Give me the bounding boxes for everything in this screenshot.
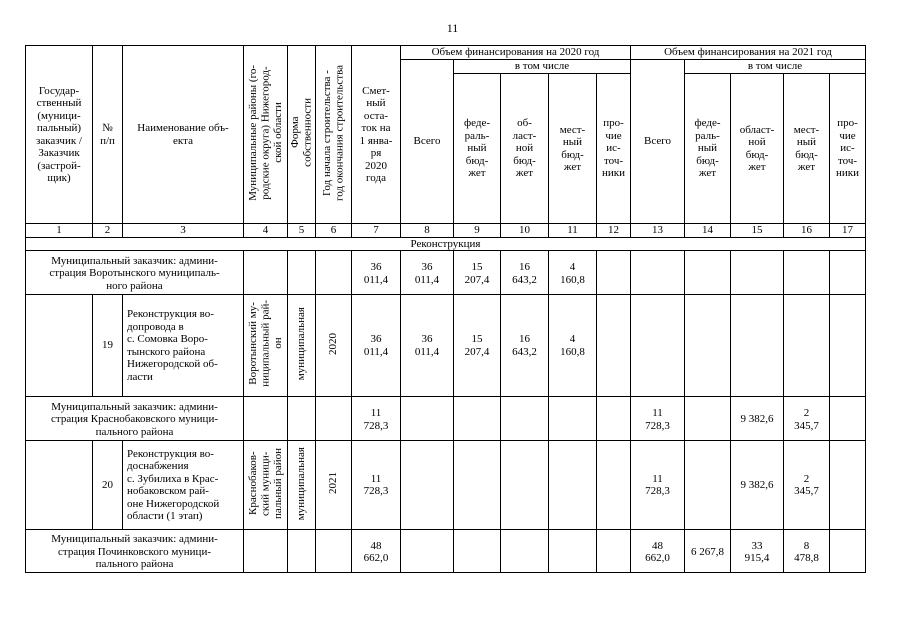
- table-row: [26, 397, 866, 441]
- ownership-cell: муниципальная: [288, 295, 316, 397]
- header-district: Муниципальные районы (го- родские округа) Нижегород- ской области: [244, 46, 288, 224]
- col-number: 8: [401, 224, 454, 238]
- federal-2020-cell: 15 207,4: [454, 295, 501, 397]
- col-number: 11: [549, 224, 597, 238]
- header-num: № п/п: [93, 46, 123, 224]
- object-name: Реконструкция во- допровода в с. Сомовка Воро- тынского района Нижегородской об- ласти: [123, 295, 244, 397]
- header-other-2020: про- чие ис- точ- ники: [597, 74, 631, 224]
- col-number: 2: [93, 224, 123, 238]
- col-number: 17: [830, 224, 866, 238]
- header-federal-2021: феде- раль- ный бюд- жет: [685, 74, 731, 224]
- header-customer: Государ- ственный (муници- пальный) заказчик / Заказчик (застрой- щик): [26, 46, 93, 224]
- total-2020-cell: 36 011,4: [401, 295, 454, 397]
- table-row: [26, 441, 866, 530]
- object-number: 19: [93, 295, 123, 397]
- col-number: 15: [731, 224, 784, 238]
- header-regional-2021: област- ной бюд- жет: [731, 74, 784, 224]
- header-balance: Смет- ный оста- ток на 1 янва- ря 2020 года: [352, 46, 401, 224]
- regional-2021-cell: 9 382,6: [731, 397, 784, 441]
- page-number: 11: [446, 21, 459, 35]
- col-number: 3: [123, 224, 244, 238]
- balance-cell: 36 011,4: [352, 295, 401, 397]
- header-federal-2020: феде- раль- ный бюд- жет: [454, 74, 501, 224]
- col-number: 4: [244, 224, 288, 238]
- header-other-2021: про- чие ис- точ- ники: [830, 74, 866, 224]
- federal-2021-cell: 6 267,8: [685, 530, 731, 573]
- regional-2021-cell: 33 915,4: [731, 530, 784, 573]
- header-local-2020: мест- ный бюд- жет: [549, 74, 597, 224]
- total-2020-cell: 36 011,4: [401, 251, 454, 295]
- col-number: 10: [501, 224, 549, 238]
- header-total-2021: Всего: [631, 60, 685, 224]
- regional-2020-cell: 16 643,2: [501, 251, 549, 295]
- table-row: [26, 530, 866, 573]
- local-2021-cell: 8 478,8: [784, 530, 830, 573]
- balance-cell: 11 728,3: [352, 397, 401, 441]
- header-total-2020: Всего: [401, 60, 454, 224]
- local-2021-cell: 2 345,7: [784, 397, 830, 441]
- balance-cell: 11 728,3: [352, 441, 401, 530]
- local-2020-cell: 4 160,8: [549, 251, 597, 295]
- regional-2020-cell: 16 643,2: [501, 295, 549, 397]
- customer-cell: Муниципальный заказчик: админи- страция Краснобаковского муници- пального района: [26, 397, 244, 441]
- balance-cell: 48 662,0: [352, 530, 401, 573]
- header-ownership: Форма собственности: [288, 46, 316, 224]
- col-number: 16: [784, 224, 830, 238]
- col-number: 13: [631, 224, 685, 238]
- total-2021-cell: 48 662,0: [631, 530, 685, 573]
- customer-cell: Муниципальный заказчик: админи- страция Починковского муници- пального района: [26, 530, 244, 573]
- col-number: 9: [454, 224, 501, 238]
- financing-table: [25, 45, 866, 573]
- header-local-2021: мест- ный бюд- жет: [784, 74, 830, 224]
- column-number-row: [26, 224, 866, 238]
- ownership-cell: муниципальная: [288, 441, 316, 530]
- object-name: Реконструкция во- доснабжения с. Зубилиха в Крас- нобаковском рай- оне Нижегородской области (1 этап): [123, 441, 244, 530]
- local-2021-cell: 2 345,7: [784, 441, 830, 530]
- col-number: 6: [316, 224, 352, 238]
- years-cell: 2020: [316, 295, 352, 397]
- col-number: 5: [288, 224, 316, 238]
- header-incl-2021: в том числе: [685, 60, 866, 74]
- total-2021-cell: 11 728,3: [631, 441, 685, 530]
- object-number: 20: [93, 441, 123, 530]
- col-number: 7: [352, 224, 401, 238]
- col-number: 12: [597, 224, 631, 238]
- balance-cell: 36 011,4: [352, 251, 401, 295]
- years-cell: 2021: [316, 441, 352, 530]
- header-fin-2020: Объем финансирования на 2020 год: [401, 46, 631, 60]
- header-incl-2020: в том числе: [454, 60, 631, 74]
- federal-2020-cell: 15 207,4: [454, 251, 501, 295]
- col-number: 14: [685, 224, 731, 238]
- customer-cell: Муниципальный заказчик: админи- страция Воротынского муниципаль- ного района: [26, 251, 244, 295]
- district-cell: Краснобаков- ский муници- пальный район: [244, 441, 288, 530]
- header-regional-2020: об- ласт- ной бюд- жет: [501, 74, 549, 224]
- table-row: [26, 295, 866, 397]
- regional-2021-cell: 9 382,6: [731, 441, 784, 530]
- table-row: [26, 251, 866, 295]
- total-2021-cell: 11 728,3: [631, 397, 685, 441]
- header-years: Год начала строительства - год окончания строительства: [316, 46, 352, 224]
- local-2020-cell: 4 160,8: [549, 295, 597, 397]
- header-fin-2021: Объем финансирования на 2021 год: [631, 46, 866, 60]
- col-number: 1: [26, 224, 93, 238]
- header-name: Наименование объ- екта: [123, 46, 244, 224]
- district-cell: Воротынский му- ниципальный рай- он: [244, 295, 288, 397]
- section-title: Реконструкция: [26, 237, 866, 251]
